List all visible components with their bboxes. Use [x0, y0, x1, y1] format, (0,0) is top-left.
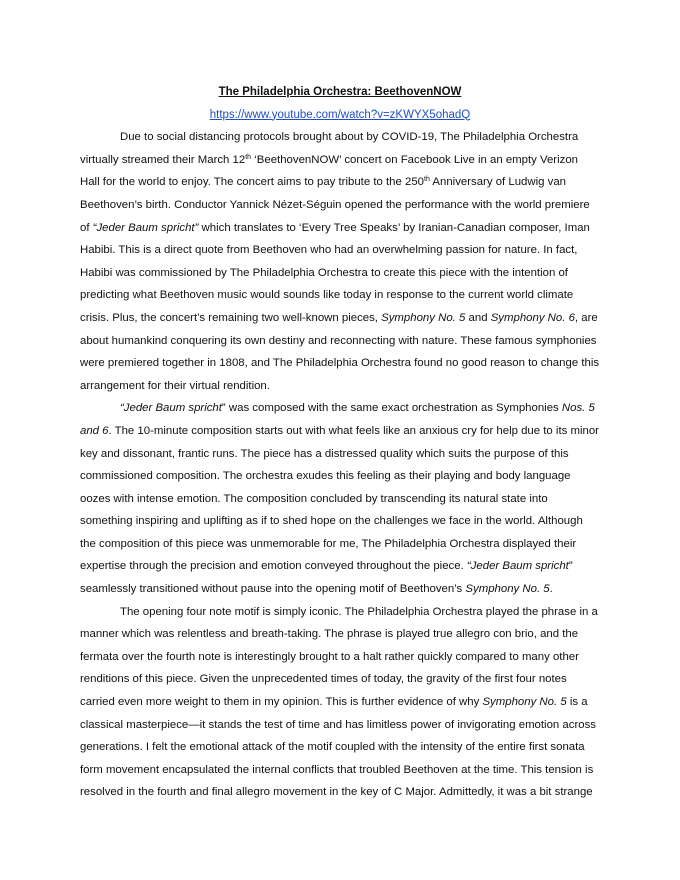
p1-superscript-2: th: [424, 176, 430, 184]
p1-italic-piece-title: “Jeder Baum spricht”: [92, 221, 199, 234]
p3-text-1: The opening four note motif is simply iconic. The Philadelphia Orchestra played the phrase in a manner which was relentless and breath-taking. The phrase is played true allegro con brio, and the fermata over the fourth note is interestingly brought to a halt rather quickly compared to many other renditions of this piece. Given the unprecedented times of today, the gravity of the first four notes carried even more weight to them in my opinion. This is further evidence of why: [80, 605, 598, 709]
p2-italic-symphony-numbers: Nos. 5 and 6: [80, 402, 595, 437]
p1-italic-symphony-6: Symphony No. 6: [490, 311, 575, 324]
p2-italic-symphony-5: Symphony No. 5: [465, 583, 550, 596]
p1-text-2: ‘BeethovenNOW’ concert on Facebook Live in an empty Verizon Hall for the world to enjoy. The concert aims to pay tribute to the 250: [80, 153, 578, 189]
video-link-line: [80, 104, 600, 127]
p3-italic-symphony-5: Symphony No. 5: [482, 696, 567, 709]
paragraph-2: [80, 397, 600, 600]
p2-text-2: . The 10-minute composition starts out with what feels like an anxious cry for help due to its minor key and dissonant, frantic runs. The piece has a distressed quality which suits the purpose of this commissioned composition. The orchestra exudes this feeling as their playing and body language oozes with intense emotion. The composition concluded by transcending its natural state into something inspiring and uplifting as if to shed hope on the challenges we face in the world. Although the composition of this piece was unmemorable for me, The Philadelphia Orchestra displayed their expertise through the precision and emotion conveyed throughout the piece.: [80, 424, 599, 573]
p2-text-4: .: [549, 583, 553, 596]
p1-text-4: which translates to ‘Every Tree Speaks’ by Iranian-Canadian composer, Iman Habibi. This is a direct quote from Beethoven who had an overwhelming passion for nature. In fact, Habibi was commissioned by The Philadelphia Orchestra to create this piece with the intention of predicting what Beethoven music would sounds like today in response to the current world climate crisis. Plus, the concert’s remaining two well-known pieces,: [80, 221, 590, 324]
document-body: [80, 81, 600, 804]
p2-italic-piece-title-1: “Jeder Baum spricht: [120, 402, 222, 415]
p1-italic-symphony-5: Symphony No. 5: [381, 311, 466, 324]
p2-italic-piece-title-2: “Jeder Baum spricht: [466, 560, 569, 573]
video-link[interactable]: https://www.youtube.com/watch?v=zKWYX5ohadQ: [209, 108, 471, 121]
p1-text-5: and: [465, 311, 491, 324]
p2-text-3: ” seamlessly transitioned without pause into the opening motif of Beethoven’s: [80, 560, 573, 596]
document-title: The Philadelphia Orchestra: BeethovenNOW: [218, 86, 462, 98]
p1-text-3: Anniversary of Ludwig van Beethoven’s birth. Conductor Yannick Nézet-Séguin opened the performance with the world premiere of: [80, 176, 590, 234]
p1-text-1: Due to social distancing protocols brought about by COVID-19, The Philadelphia Orchestra virtually streamed their March 12: [80, 131, 579, 166]
p3-text-2: is a classical masterpiece—it stands the test of time and has limitless power of invigorating emotion across generations. I felt the emotional attack of the motif coupled with the intensity of the entire first sonata form movement encapsulated the internal conflicts that troubled Beethoven at the time. This tension is resolved in the fourth and final allegro movement in the key of C Major. Admittedly, it was a bit strange: [80, 696, 596, 799]
p1-text-6: , are about humankind conquering its own destiny and reconnecting with nature. These famous symphonies were premiered together in 1808, and The Philadelphia Orchestra found no good reason to change this arrangement for their virtual rendition.: [80, 311, 600, 392]
p2-text-1: ” was composed with the same exact orchestration as Symphonies: [221, 402, 562, 415]
paragraph-3: [80, 601, 600, 804]
p1-superscript-1: th: [245, 153, 252, 161]
paragraph-1: [80, 126, 600, 397]
